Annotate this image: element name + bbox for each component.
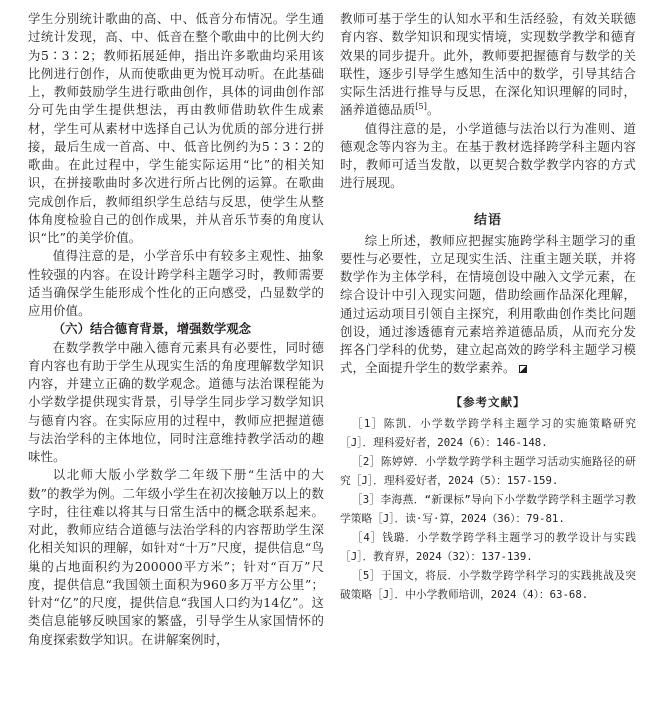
paragraph-tail: 。 (427, 102, 440, 118)
paragraph-text: 综上所述，教师应把握实施跨学科主题学习的重要性与必要性，立足现实生活、注重主题关联，并将数学作为主体学科，在情境创设中融入文学元素，在综合设计中引入现实问题，借助绘画作品深化理解，通过运动项目引领自主探究，利用歌曲创作类比问题创设，通过渗透德育元素培养道德品质，从而充分发挥各门学科的优势，建立起高效的跨学科主题学习模式，全面提升学生的数学素养。 (340, 232, 636, 376)
references-title: 【参考文献】 (450, 394, 526, 409)
body-paragraph: 在数学教学中融入德育元素具有必要性，同时德育内容也有助于学生从现实生活的角度理解数学知识内容，并建立正确的数学观念。道德与法治课程能为小学数学提供现实背景，引导学生同步学习数学知识与德育内容。在实际应用的过程中，教师应把握道德与法治学科的主体地位，同时注意维持教学活动的趣味性。 (28, 339, 324, 464)
right-column (340, 10, 636, 604)
reference-item: ［5］于国文，将辰．小学数学跨学科学习的实践挑战及突破策略［J］．中小学教师培训，2024（4）：63-68. (340, 568, 636, 601)
body-paragraph: 以北师大版小学数学二年级下册“生活中的大数”的教学为例。二年级小学生在初次接触万以上的数字时，往往难以将其与日常生活中的概念联系起来。对此，教师应结合道德与法治学科的内容帮助学生深化相关知识的理解，如针对“十万”尺度，提供信息“鸟巢的占地面积约为200000平方米”；针对“百万”尺度，提供信息“我国领土面积为960多万平方公里”；针对“亿”的尺度，提供信息“我国人口约为14亿”。这类信息能够反映国家的繁盛，引导学生从家国情怀的角度探索数学知识。在讲解案例时， (28, 467, 324, 647)
section-subheading: （六）结合德育背景，增强数学观念 (52, 321, 252, 337)
body-paragraph: 学生分别统计歌曲的高、中、低音分布情况。学生通过统计发现，高、中、低音在整个歌曲中的比例大约为5∶3∶2；教师拓展延伸，指出许多歌曲均采用该比例进行创作，从而使歌曲更为悦耳动听。在此基础上，教师鼓励学生进行歌曲创作，具体的词曲创作部分可先由学生提供想法，再由教师借助软件生成素材，学生可从素材中选择自己认为优质的部分进行拼接，最后生成一首高、中、低音比例约为5∶3∶2的歌曲。在此过程中，学生能实际运用“比”的相关知识，在拼接歌曲时多次进行所占比例的运算。在歌曲完成创作后，教师组织学生总结与反思，使学生从整体角度检验自己的创作成果，并从音乐节奏的角度认识“比”的美学价值。 (28, 11, 324, 245)
reference-item: ［1］陈凯．小学数学跨学科主题学习的实施策略研究［J］．理科爱好者，2024（6）：146-148. (340, 416, 636, 449)
left-column (28, 10, 324, 649)
body-paragraph: 值得注意的是，小学音乐中有较多主观性、抽象性较强的内容。在设计跨学科主题学习时，教师需要适当确保学生能形成个性化的正向感受，凸显数学的应用价值。 (28, 248, 324, 318)
citation-marker: [5] (415, 102, 428, 112)
reference-item: ［4］钱璐．小学数学跨学科主题学习的教学设计与实践［J］．教育界，2024（32）：137-139. (340, 530, 636, 563)
conclusion-heading: 结语 (473, 212, 502, 228)
body-paragraph: 值得注意的是，小学道德与法治以行为准则、道德观念等内容为主。在基于教材选择跨学科主题内容时，教师可适当发散，以更契合数学教学内容的方式进行展现。 (340, 120, 636, 191)
conclusion-paragraph (340, 232, 636, 378)
paragraph-text: 教师可基于学生的认知水平和生活经验，有效关联德育内容、数学知识和现实情境，实现数学教学和德育效果的同步提升。此外，教师要把握德育与数学的关联性，逐步引导学生感知生活中的数学，引导其结合实际生活进行推导与反思，在深化知识理解的同时，涵养道德品质 (340, 11, 636, 118)
end-of-article-icon (519, 365, 527, 373)
body-paragraph (340, 10, 636, 120)
reference-item: ［2］陈婷婷．小学数学跨学科主题学习活动实施路径的研究［J］．理科爱好者，2024（5）：157-159. (340, 454, 636, 487)
reference-item: ［3］李海燕．“新课标”导向下小学数学跨学科主题学习教学策略［J］．读·写·算，2024（36）：79-81. (340, 492, 636, 525)
